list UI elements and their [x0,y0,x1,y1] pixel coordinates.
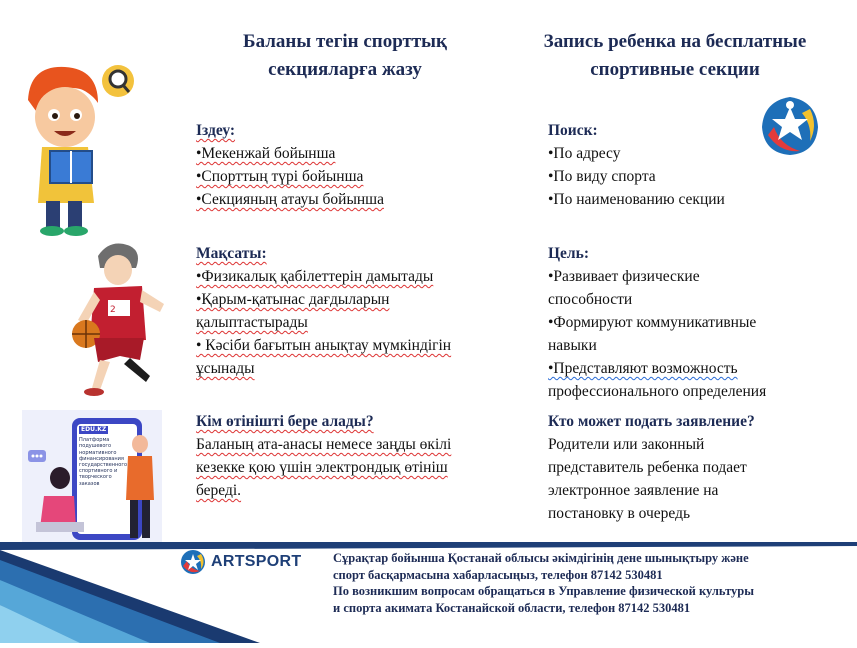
ru-goal-line: •Развивает физические [548,268,700,285]
kz-search-section [196,119,516,211]
phone-line: финансирования [79,455,124,462]
phone-line: подушевого [79,443,112,450]
svg-text:2: 2 [110,305,116,315]
ru-who-heading: Кто может подать заявление? [548,413,755,430]
kz-who-line: Баланың ата-анасы немесе заңды өкілі [196,436,452,453]
ru-search-item: •По виду спорта [548,168,656,185]
ru-who-line: представитель ребенка подает [548,459,747,476]
kz-title-line1: Баланы тегін спорттық [243,31,447,52]
phone-line: нормативного [79,449,117,456]
footer-contact [333,550,843,616]
ru-search-item: •По адресу [548,145,621,162]
phone-badge: EDU.KZ [81,426,107,433]
ru-search-heading: Поиск: [548,122,598,139]
kz-search-heading: Іздеу: [196,122,236,139]
kz-who-heading: Кім өтінішті бере алады? [196,413,374,430]
artsport-logo-icon [180,549,206,575]
kz-goal-line: •Қарым-қатынас дағдыларын [196,291,390,308]
phone-line: спортивного и [79,468,118,475]
phone-line: творческого [79,474,112,481]
ru-goal-line: профессионального определения [548,383,767,400]
ru-who-section [548,410,838,525]
kz-goal-section [196,242,516,380]
phone-screen [79,426,135,487]
phone-line: заказов [79,480,100,487]
phone-line: государственного [79,462,128,469]
kz-search-item: •Спорттың түрі бойынша [196,168,364,185]
ru-goal-line: •Формируют коммуникативные [548,314,757,331]
kz-who-line: береді. [196,482,242,499]
ru-goal-line: •Представляют возможность [548,360,738,377]
kz-goal-line: • Кәсіби бағытын анықтау мүмкіндігін [196,337,452,354]
kz-who-section [196,410,516,502]
phone-line: Платформа [79,437,110,444]
artsport-logo-text: ARTSPORT [211,553,302,570]
kz-goal-line: •Физикалық қабілеттерін дамытады [196,268,434,285]
footer-kz-line1: Сұрақтар бойынша Қостанай облысы әкімдігінің дене шынықтыру және [333,551,749,565]
footer-ru-line1: По возникшим вопросам обращаться в Управление физической культуры [333,584,755,598]
ru-goal-section [548,242,838,403]
kz-title [200,28,490,84]
ru-search-section [548,119,828,211]
footer-kz-line2: спорт басқармасына хабарласыңыз, телефон 87142 530481 [333,567,663,582]
kz-goal-line: қалыптастырады [196,314,308,331]
boy-reading-illustration [10,55,140,240]
basketball-player-illustration [60,238,180,398]
artsport-logo [180,548,315,576]
ru-who-line: электронное заявление на [548,482,719,499]
kz-who-line: кезекке қою үшін электрондық өтініш [196,459,448,476]
kz-goal-heading: Мақсаты: [196,245,267,262]
ru-goal-heading: Цель: [548,245,589,262]
ru-goal-line: навыки [548,337,597,354]
kz-search-item: •Мекенжай бойынша [196,145,336,162]
ru-who-line: постановку в очередь [548,505,691,522]
ru-who-line: Родители или законный [548,436,705,453]
footer-ru-line2: и спорта акимата Костанайской области, телефон 87142 530481 [333,600,691,615]
ru-title [520,28,830,84]
ru-title-line1: Запись ребенка на бесплатные [543,31,807,52]
kz-search-item: •Секцияның атауы бойынша [196,191,384,208]
kz-goal-line: ұсынады [196,360,255,377]
ru-goal-line: способности [548,291,633,308]
ru-title-line2: спортивные секции [590,59,760,80]
ru-search-item: •По наименованию секции [548,191,725,208]
kz-title-line2: секцияларға жазу [268,59,422,80]
